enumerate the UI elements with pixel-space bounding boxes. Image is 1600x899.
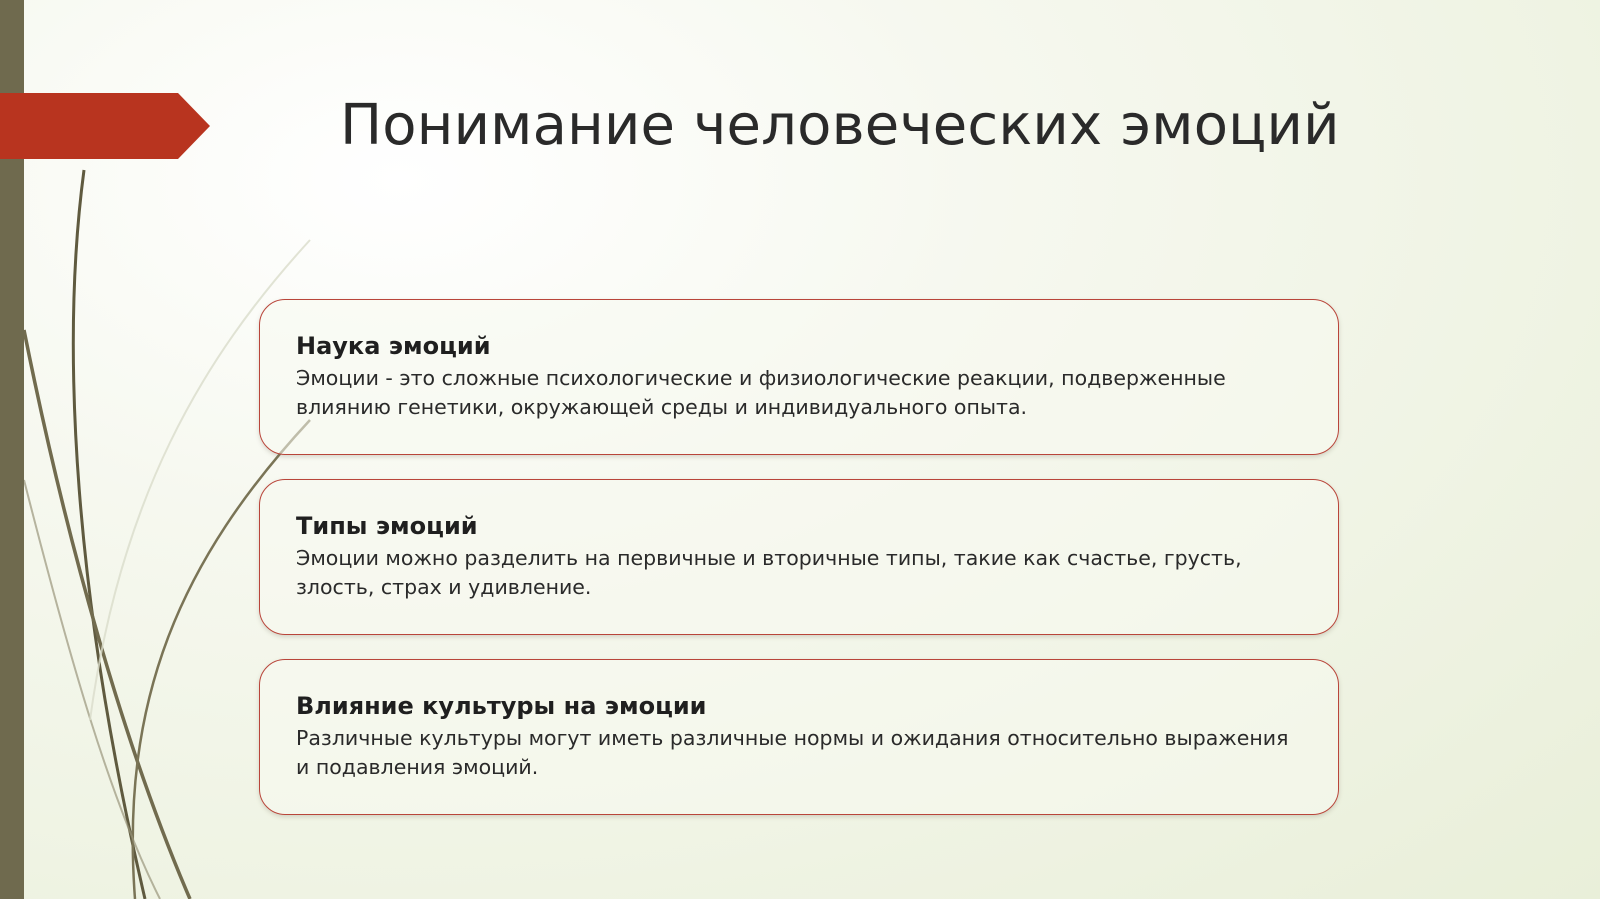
card-science-of-emotions [259,299,1339,455]
card-text: Различные культуры могут иметь различные нормы и ожидания относительно выражения и подавления эмоций. [296,726,1289,779]
card-text: Эмоции можно разделить на первичные и вторичные типы, такие как счастье, грусть, злость, страх и удивление. [296,546,1242,599]
card-title: Типы эмоций [296,512,478,540]
curve-line [24,330,190,899]
cards-list [259,299,1339,839]
slide-title: Понимание человеческих эмоций [340,93,1340,158]
card-culture-influence [259,659,1339,815]
card-text: Эмоции - это сложные психологические и физиологические реакции, подверженные влиянию генетики, окружающей среды и индивидуального опыта. [296,366,1226,419]
card-types-of-emotions [259,479,1339,635]
curve-line [24,480,160,899]
title-arrow-shape [0,93,210,159]
card-title: Наука эмоций [296,332,491,360]
arrow-polygon [0,93,210,159]
card-title: Влияние культуры на эмоции [296,692,707,720]
